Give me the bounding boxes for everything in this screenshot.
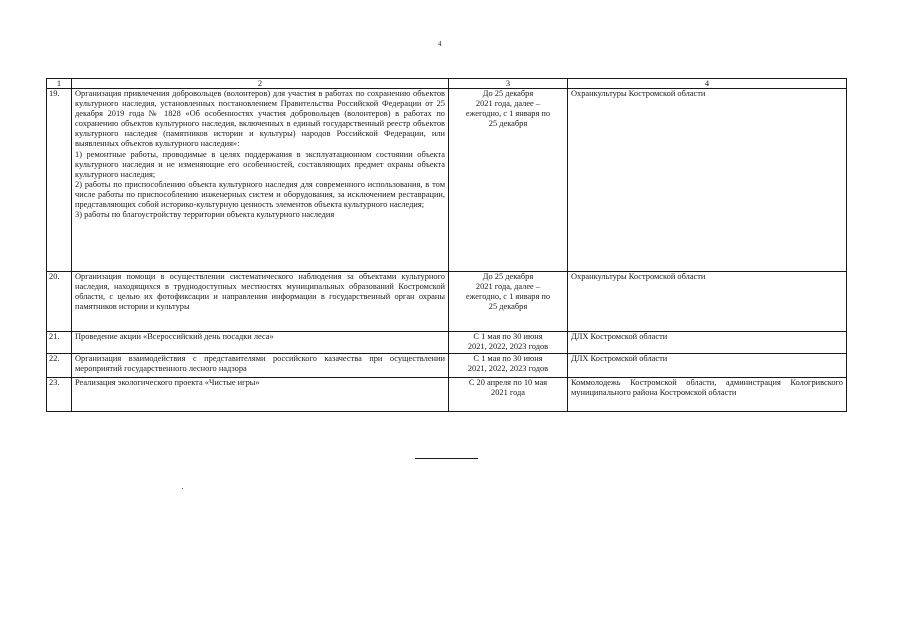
row-deadline: До 25 декабря 2021 года, далее – ежегодно, с 1 января по 25 декабря — [449, 272, 568, 332]
table-row — [47, 89, 847, 272]
end-of-document-line — [415, 458, 478, 459]
header-col-1: 1 — [47, 79, 72, 89]
row-number: 23. — [47, 378, 72, 412]
scan-speck — [182, 488, 183, 489]
measures-table — [46, 78, 847, 412]
row-responsible: ДЛХ Костромской области — [568, 354, 847, 378]
table-row — [47, 332, 847, 354]
header-col-4: 4 — [568, 79, 847, 89]
row-number: 21. — [47, 332, 72, 354]
row-deadline: С 1 мая по 30 июня 2021, 2022, 2023 годов — [449, 354, 568, 378]
row-responsible: Охранкультуры Костромской области — [568, 89, 847, 272]
row-responsible: ДЛХ Костромской области — [568, 332, 847, 354]
row-number: 20. — [47, 272, 72, 332]
row-number: 22. — [47, 354, 72, 378]
table-row — [47, 378, 847, 412]
row-deadline: С 1 мая по 30 июня 2021, 2022, 2023 годов — [449, 332, 568, 354]
row-responsible: Охранкультуры Костромской области — [568, 272, 847, 332]
row-deadline: С 20 апреля по 10 мая 2021 года — [449, 378, 568, 412]
row-number: 19. — [47, 89, 72, 272]
row-responsible: Коммолодежь Костромской области, администрация Кологривского муниципального района Костромской области — [568, 378, 847, 412]
row-activity: Организация взаимодействия с представителями российского казачества при осуществлении мероприятий государственного лесного надзора — [72, 354, 449, 378]
table-row — [47, 272, 847, 332]
page-number: 4 — [438, 40, 442, 48]
row-activity: Реализация экологического проекта «Чистые игры» — [72, 378, 449, 412]
row-activity: Организация привлечения добровольцев (волонтеров) для участия в работах по сохранению объектов культурного наследия, установленных постановлением Правительства Российской Федерации от 25 декабря 2019 года № 1828 «Об особенностях участия добровольцев (волонтеров) в работах по сохранению объектов культурного наследия, включенных в единый государственный реестр объектов культурного наследия (памятников истории и культуры) народов Российской Федерации, или выявленных объектов культурного наследия»: 1) ремонтные работы, проводимые в целях поддержания в эксплуатационном состоянии объекта культурного наследия и не изменяющие его особенностей, составляющих предмет охраны объекта культурного наследия; 2) работы по приспособлению объекта культурного наследия для современного использования, в том числе работы по приспособлению инженерных систем и оборудования, за исключением реставрации, представляющих собой историко-культурную ценность элементов объекта культурного наследия; 3) работы по благоустройству территории объекта культурного наследия — [72, 89, 449, 272]
row-deadline: До 25 декабря 2021 года, далее – ежегодно, с 1 января по 25 декабря — [449, 89, 568, 272]
row-activity: Организация помощи в осуществлении систематического наблюдения за объектами культурного наследия, находящихся в труднодоступных местностях муниципальных образований Костромской области, с целью их фотофиксации и направления информации в государственный орган охраны памятников истории и культуры — [72, 272, 449, 332]
header-col-2: 2 — [72, 79, 449, 89]
table-header-row — [47, 79, 847, 89]
row-activity: Проведение акции «Всероссийский день посадки леса» — [72, 332, 449, 354]
header-col-3: 3 — [449, 79, 568, 89]
table-row — [47, 354, 847, 378]
